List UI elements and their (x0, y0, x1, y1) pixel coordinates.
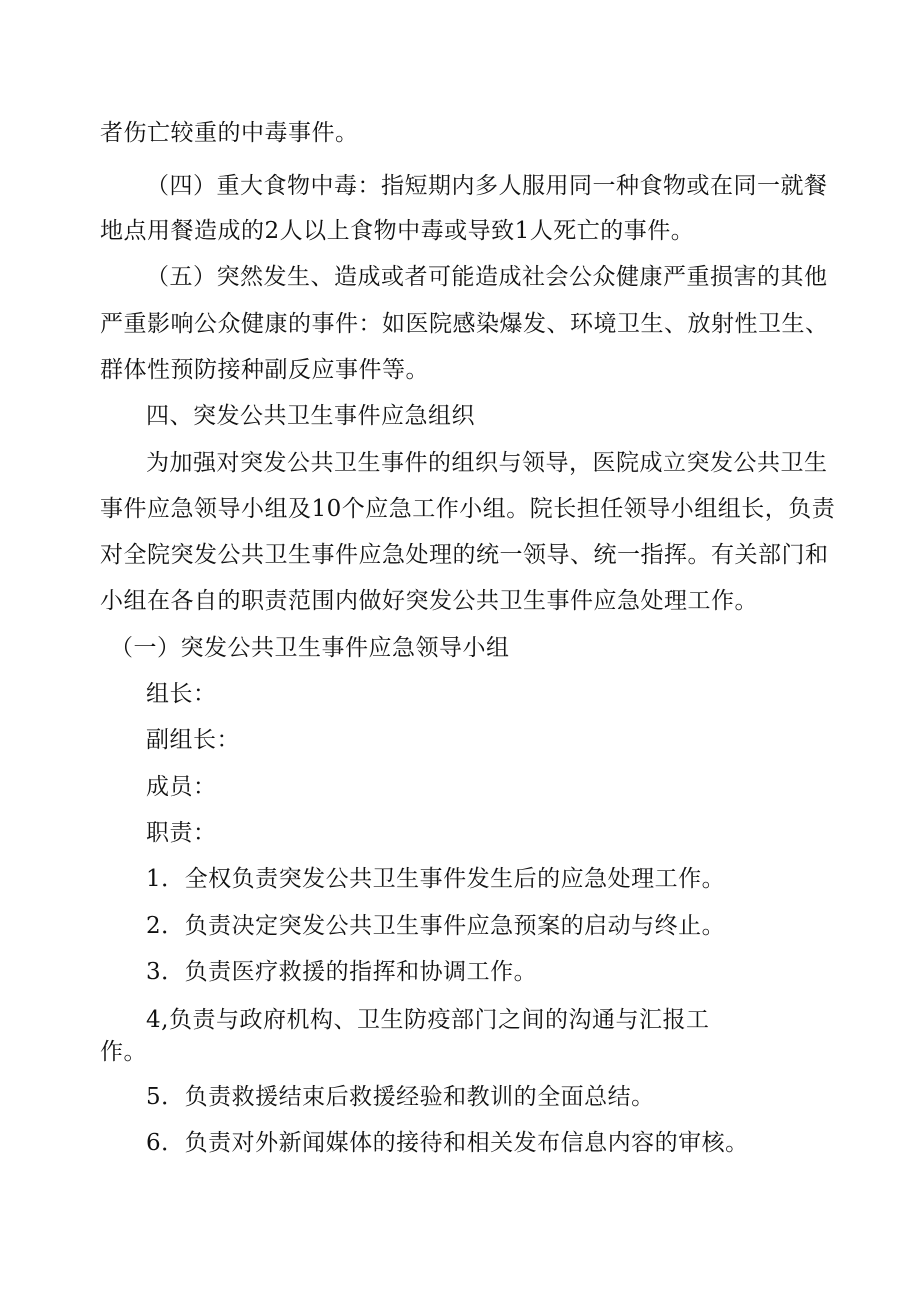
text-line: 严重影响公众健康的事件：如医院感染爆发、环境卫生、放射性卫生、 (100, 311, 829, 337)
text-line: 对全院突发公共卫生事件应急处理的统一领导、统一指挥。有关部门和 (100, 542, 829, 568)
text-line: （五）突然发生、造成或者可能造成社会公众健康严重损害的其他 (146, 264, 828, 290)
text-line: 地点用餐造成的2人以上食物中毒或导致1人死亡的事件。 (100, 218, 695, 244)
field-label-duties: 职责： (146, 820, 217, 846)
duty-item: 4,负责与政府机构、卫生防疫部门之间的沟通与汇报工 (146, 1007, 710, 1033)
duty-item: 6．负责对外新闻媒体的接待和相关发布信息内容的审核。 (146, 1130, 749, 1156)
text-line: 事件应急领导小组及10个应急工作小组。院长担任领导小组组长，负责 (100, 496, 836, 522)
field-label-deputy: 副组长： (146, 727, 240, 753)
text-line: 群体性预防接种副反应事件等。 (100, 357, 429, 383)
duty-item: 3．负责医疗救援的指挥和协调工作。 (146, 959, 538, 985)
text-line: 者伤亡较重的中毒事件。 (100, 120, 359, 146)
duty-item: 1．全权负责突发公共卫生事件发生后的应急处理工作。 (146, 866, 726, 892)
text-line: （四）重大食物中毒：指短期内多人服用同一种食物或在同一就餐 (146, 173, 828, 199)
duty-item: 5．负责救援结束后救援经验和教训的全面总结。 (146, 1084, 655, 1110)
text-line: 为加强对突发公共卫生事件的组织与领导，医院成立突发公共卫生 (146, 450, 828, 476)
field-label-leader: 组长： (146, 681, 217, 707)
field-label-members: 成员： (146, 774, 217, 800)
duty-item-continuation: 作。 (100, 1039, 147, 1065)
section-heading: 四、突发公共卫生事件应急组织 (146, 403, 475, 429)
text-line: 小组在各自的职责范围内做好突发公共卫生事件应急处理工作。 (100, 588, 758, 614)
duty-item: 2．负责决定突发公共卫生事件应急预案的启动与终止。 (146, 913, 726, 939)
subsection-heading: （一）突发公共卫生事件应急领导小组 (110, 635, 510, 661)
